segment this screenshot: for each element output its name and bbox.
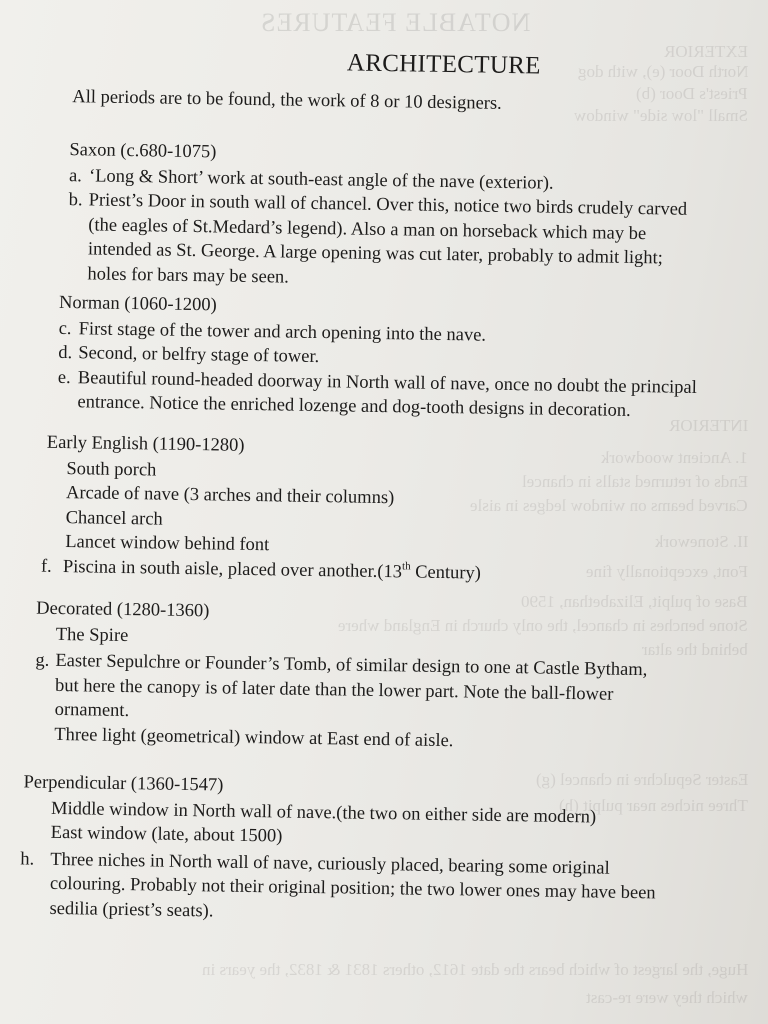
bleed-through-line: Font, exceptionally fine [586, 562, 748, 581]
section-heading: Early English (1190-1280) [46, 432, 245, 456]
list-item [35, 649, 648, 732]
item-text-line: Priest’s Door in south wall of chancel. Over this, notice two birds crudely carved [88, 190, 688, 220]
item-text-line: entrance. Notice the enriched lozenge and dog-tooth designs in decoration. [77, 392, 631, 421]
section-heading: Saxon (c.680-1075) [69, 140, 217, 163]
section-heading: Norman (1060-1200) [58, 292, 217, 316]
bleed-through-line: Three niches near pulpit (h) [559, 796, 748, 815]
section-decorated [34, 597, 648, 757]
list-item [20, 847, 656, 930]
bleed-through-line: Priest's Door (b) [636, 84, 748, 103]
list-item [57, 366, 698, 425]
item-letter: d. [58, 342, 73, 364]
feature-line: South porch [66, 458, 157, 480]
item-letter: a. [68, 165, 83, 186]
item-text: First stage of the tower and arch opening into the nave. [78, 318, 487, 346]
item-text-line: sedilia (priest’s seats). [49, 898, 214, 921]
item-letter: e. [57, 367, 71, 388]
item-letter: h. [20, 848, 35, 870]
bleed-through-line: Small "low side" window [574, 106, 748, 125]
feature-line: Arcade of nave (3 arches and their columns) [65, 483, 395, 509]
bleed-through-line: II. Stonework [654, 532, 748, 551]
item-letter: b. [68, 190, 83, 211]
section-norman [57, 291, 698, 425]
section-early-english [40, 431, 483, 586]
bleed-through-line: INTERIOR [668, 416, 748, 435]
bleed-through-title: NOTABLE FEATURES [260, 8, 531, 37]
section-perpendicular [21, 770, 657, 930]
item-text-line: (the eagles of St.Medard’s legend). Also a man on horseback which may be [88, 214, 647, 244]
bleed-through-line: which they were re-cast [586, 988, 748, 1007]
item-text-line: holes for bars may be seen. [87, 263, 290, 288]
feature-line: The Spire [55, 624, 129, 646]
item-text: Century) [410, 561, 482, 584]
bleed-through-line: Base of pulpit, Elizabethan, 1590 [521, 592, 748, 611]
feature-line: Middle window in North wall of nave.(the two on either side are modern) [50, 798, 597, 827]
superscript: th [401, 559, 411, 572]
page-title: ARCHITECTURE [346, 49, 541, 80]
bleed-through-line: EXTERIOR [663, 42, 748, 61]
item-text-line: Easter Sepulchre or Founder’s Tomb, of similar design to one at Castle Bytham, [55, 650, 648, 681]
bleed-through-line: 1. Ancient woodwork [601, 448, 748, 467]
feature-line: East window (late, about 1500) [50, 822, 283, 847]
section-saxon [67, 138, 688, 296]
bleed-through-line: Ends of returned stalls in chancel [521, 472, 748, 491]
intro-text: All periods are to be found, the work of 8 or 10 designers. [72, 87, 502, 114]
feature-line: Three light (geometrical) window at East end of aisle. [54, 724, 454, 751]
item-text-line: Three niches in North wall of nave, curiously placed, bearing some original [50, 849, 610, 879]
item-text-line: but here the canopy is of later date than the lower part. Note the ball-flower [54, 675, 614, 705]
item-letter: c. [58, 318, 72, 339]
feature-line: Chancel arch [65, 507, 163, 530]
item-text: Second, or belfry stage of tower. [78, 343, 320, 368]
bleed-through-line: Easter Sepulchre in chancel (g) [535, 770, 748, 789]
section-heading: Perpendicular (1360-1547) [23, 772, 224, 796]
item-letter: g. [35, 650, 50, 671]
item-text-line: intended as St. George. A large opening was cut later, probably to admit light; [87, 239, 664, 269]
feature-line: Lancet window behind font [65, 532, 270, 556]
bleed-through-line: Huge, the largest of which bears the date 1612, others 1831 & 1832, the years in [201, 960, 748, 979]
item-text-line: Beautiful round-headed doorway in North wall of nave, once no doubt the principal [77, 367, 698, 398]
item-text: ‘Long & Short’ work at south-east angle of the nave (exterior). [88, 165, 554, 194]
bleed-through-line: Carved beams on window ledges in aisle [470, 496, 748, 515]
bleed-through-line: behind the altar [642, 640, 748, 659]
item-text-line: ornament. [54, 699, 130, 722]
list-item [68, 188, 688, 295]
section-heading: Decorated (1280-1360) [36, 598, 210, 622]
item-letter: f. [40, 556, 52, 577]
item-text: Piscina in south aisle, placed over another.(13 [62, 556, 403, 582]
bleed-through-line: North Door (e), with dog [577, 62, 748, 81]
bleed-through-line: Stone benches in chancel, the only church in England where [338, 616, 748, 635]
item-text-line: colouring. Probably not their original position; the two lower ones may have been [49, 873, 656, 904]
